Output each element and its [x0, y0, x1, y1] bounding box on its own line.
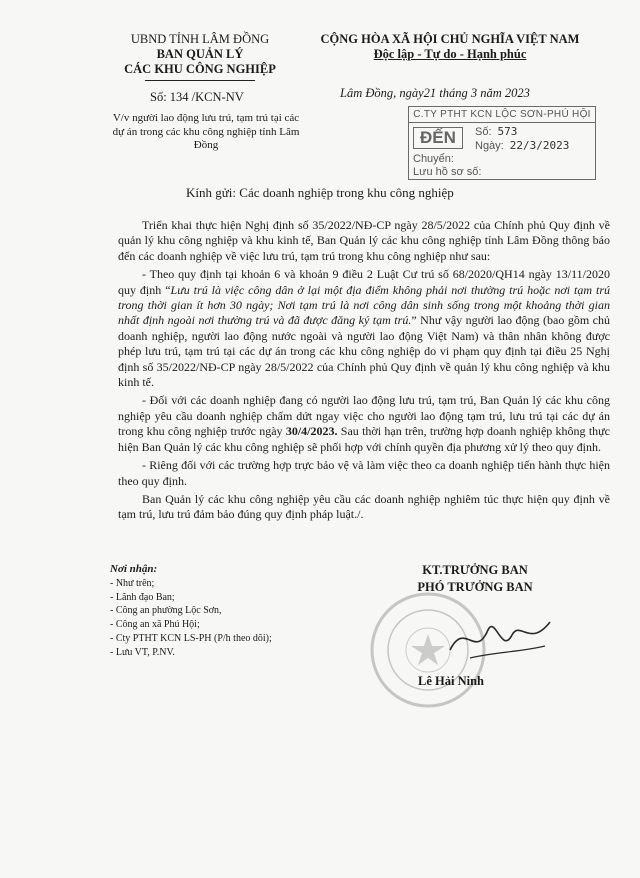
stamp-den: ĐẾN [413, 127, 463, 149]
stamp-so: Số: 573 [475, 125, 518, 138]
recipients-block [110, 563, 360, 660]
header-divider [145, 80, 255, 81]
paragraph-intro: Triển khai thực hiện Nghị định số 35/2022/NĐ-CP ngày 28/5/2022 của Chính phủ Quy định về quản lý khu công nghiệp và khu kinh tế, Ban Quản lý các khu công nghiệp tỉnh Lâm Đồng thông báo đến các doanh nghiệp về việc lưu trú, tạm trú trong khu công nghiệp như sau: [118, 218, 610, 263]
stamp-company: C.TY PTHT KCN LỘC SƠN-PHÚ HỘI [409, 107, 595, 123]
nation-motto: Độc lập - Tự do - Hạnh phúc [373, 47, 527, 61]
paragraph-closing: Ban Quản lý các khu công nghiệp yêu cầu các doanh nghiệp nghiêm túc thực hiện quy định về tạm trú, lưu trú đảm bảo đúng quy định pháp luật./. [118, 491, 610, 522]
signature-line2: PHÓ TRƯỞNG BAN [417, 580, 533, 594]
paragraph-deadline: - Đối với các doanh nghiệp đang có người lao động lưu trú, tạm trú, Ban Quản lý các khu công nghiệp yêu cầu doanh nghiệp chấm dứt ngay việc cho người lao động tạm trú, lưu trú tại các dự án trong khu công nghiệp trước ngày 30/4/2023. Sau thời hạn trên, trường hợp doanh nghiệp không thực hiện Ban Quản lý các khu công nghiệp sẽ phối hợp với chính quyền địa phương xử lý theo quy định. [118, 393, 610, 454]
stamp-ngay: Ngày: 22/3/2023 [475, 139, 570, 152]
document-subject: V/v người lao động lưu trú, tạm trú tại các dự án trong các khu công nghiệp tỉnh Lâm Đồng [112, 112, 300, 151]
recipient-item: - Lưu VT, P.NV. [110, 646, 175, 658]
recipient-item: - Công an xã Phú Hội; [110, 619, 200, 631]
nation-header [300, 32, 600, 62]
salutation: Kính gửi: Các doanh nghiệp trong khu công nghiệp [186, 185, 454, 200]
document-number: Số: 134 /KCN-NV [150, 90, 244, 104]
handwritten-signature-icon [440, 600, 560, 670]
paragraph-exception: - Riêng đối với các trường hợp trực bảo vệ và làm việc theo ca doanh nghiệp tiến hành thực hiện theo quy định. [118, 458, 610, 488]
document-body [118, 218, 610, 526]
signer-name: Lê Hải Ninh [418, 674, 484, 688]
issuer-province: UBND TỈNH LÂM ĐỒNG [130, 32, 270, 46]
deadline-date: 30/4/2023. [285, 424, 338, 439]
received-stamp [408, 106, 596, 180]
place-date: Lâm Đồng, ngày21 tháng 3 năm 2023 [340, 86, 530, 100]
nation-title: CỘNG HÒA XÃ HỘI CHỦ NGHĨA VIỆT NAM [320, 32, 580, 46]
recipient-item: - Lãnh đạo Ban; [110, 591, 175, 603]
issuer-zones: CÁC KHU CÔNG NGHIỆP [124, 62, 276, 76]
recipient-item: - Công an phường Lộc Sơn, [110, 605, 222, 617]
recipients-heading: Nơi nhận: [110, 563, 158, 575]
recipient-item: - Cty PTHT KCN LS-PH (P/h theo dõi); [110, 632, 272, 644]
signature-line1: KT.TRƯỞNG BAN [422, 563, 528, 577]
recipient-item: - Như trên; [110, 577, 155, 589]
quote-text: Lưu trú là việc công dân ở lại một địa điểm không phải nơi thường trú hoặc nơi tạm trú trong thời gian ít hơn 30 ngày; Nơi tạm trú là nơi công dân sinh sống trong một khoảng thời gian nhất định ngoài nơi thường trú và đã được đăng ký tạm trú. [118, 282, 610, 328]
stamp-chuyen: Chuyển: [413, 153, 454, 165]
paragraph-regulation: - Theo quy định tại khoản 6 và khoản 9 điều 2 Luật Cư trú số 68/2020/QH14 ngày 13/11/2020 quy định “Lưu trú là việc công dân ở lại một địa điểm không phải nơi thường trú hoặc nơi tạm trú trong thời gian ít hơn 30 ngày; Nơi tạm trú là nơi công dân sinh sống trong một khoảng thời gian nhất định ngoài nơi thường trú và đã được đăng ký tạm trú.” Như vậy người lao động (bao gồm chủ doanh nghiệp, người lao động nước ngoài và người lao động Việt Nam) và thân nhân không được phép lưu trú, tạm trú tại các dự án trong các khu công nghiệp do vi phạm quy định tại điều 25 Nghị định số 35/2022/NĐ-CP ngày 28/5/2022 của Chính phủ Quy định về quản lý khu công nghiệp và khu kinh tế. [118, 267, 610, 390]
issuer-header [100, 32, 300, 81]
stamp-luu: Lưu hồ sơ số: [413, 166, 482, 178]
issuer-board: BAN QUẢN LÝ [156, 47, 244, 61]
